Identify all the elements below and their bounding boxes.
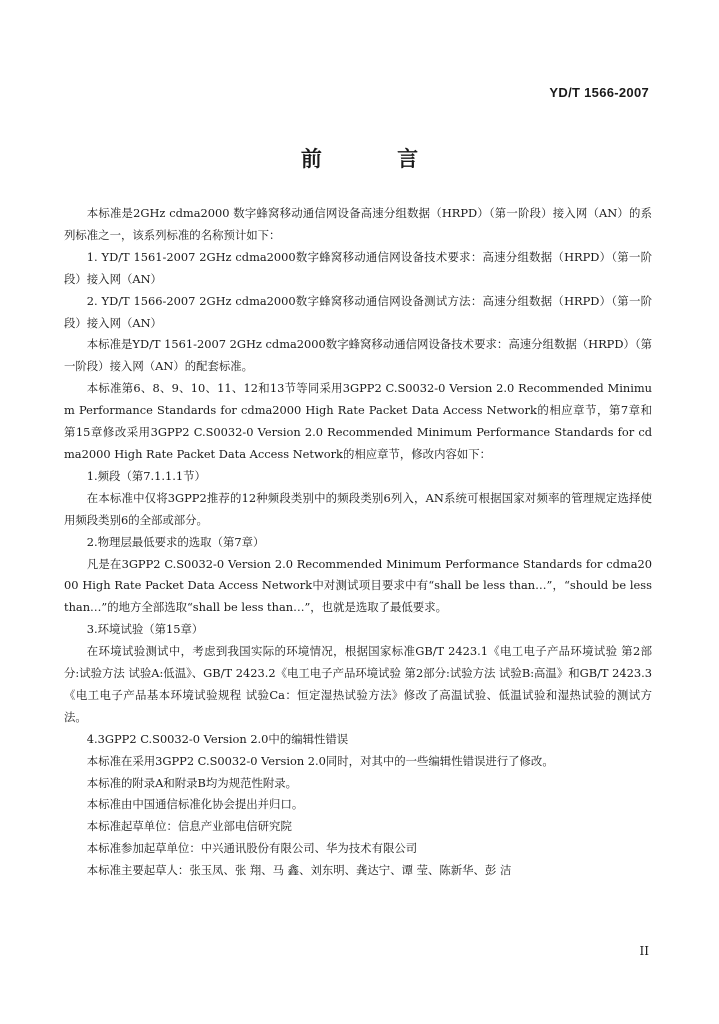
paragraph-list-item-2: 2. YD/T 1566-2007 2GHz cdma2000数字蜂窝移动通信网设备测试方法：高速分组数据（HRPD）（第一阶段）接入网（AN） <box>64 293 652 330</box>
paragraph-drafters: 本标准主要起草人：张玉凤、张 翔、马 鑫、刘东明、龚达宁、谭 莹、陈新华、彭 洁 <box>86 863 512 878</box>
paragraph-editorial: 本标准在采用3GPP2 C.S0032-0 Version 2.0同时，对其中的一些编辑性错误进行了修改。 <box>86 753 554 768</box>
paragraph-annexes: 本标准的附录A和附录B均为规范性附录。 <box>86 775 298 790</box>
paragraph-heading-frequency: 1.频段（第7.1.1.1节） <box>86 468 206 483</box>
paragraph-heading-environment: 3.环境试验（第15章） <box>86 622 204 637</box>
paragraph-heading-physical-layer: 2.物理层最低要求的选取（第7章） <box>86 534 265 549</box>
paragraph-participating-units: 本标准参加起草单位：中兴通讯股份有限公司、华为技术有限公司 <box>86 841 418 856</box>
paragraph-adoption: 本标准第6、8、9、10、11、12和13节等同采用3GPP2 C.S0032-0 Version 2.0 Recommended Minimum Performance Standards for cdma2000 High Rate Packet Data Access Network的相应章节，第7章和第15章修改采用3GPP2 C.S0032-0 Version 2.0 Recommended Minimum Performance Standards for cdma2000 High Rate Packet Data Access Network的相应章节，修改内容如下： <box>64 381 652 461</box>
paragraph-list-item-1: 1. YD/T 1561-2007 2GHz cdma2000数字蜂窝移动通信网设备技术要求：高速分组数据（HRPD）（第一阶段）接入网（AN） <box>64 249 652 286</box>
page-number: II <box>639 944 649 958</box>
paragraph-companion-standard: 本标准是YD/T 1561-2007 2GHz cdma2000数字蜂窝移动通信网设备技术要求：高速分组数据（HRPD）（第一阶段）接入网（AN）的配套标准。 <box>64 337 652 374</box>
standard-code: YD/T 1566-2007 <box>549 85 649 100</box>
paragraph-proposer: 本标准由中国通信标准化协会提出并归口。 <box>86 797 304 812</box>
paragraph-drafting-unit: 本标准起草单位：信息产业部电信研究院 <box>86 819 292 834</box>
document-body <box>64 203 652 882</box>
paragraph-environment: 在环境试验测试中，考虑到我国实际的环境情况，根据国家标准GB/T 2423.1《电工电子产品环境试验 第2部分:试验方法 试验A:低温》、GB/T 2423.2《电工电子产品环境试验 第2部分:试验方法 试验B:高温》和GB/T 2423.3《电工电子产品基本环境试验规程 试验Ca：恒定湿热试验方法》修改了高温试验、低温试验和湿热试验的测试方法。 <box>64 644 652 724</box>
paragraph-frequency: 在本标准中仅将3GPP2推荐的12种频段类别中的频段类别6列入，AN系统可根据国家对频率的管理规定选择使用频段类别6的全部或部分。 <box>64 490 652 527</box>
paragraph-physical-layer: 凡是在3GPP2 C.S0032-0 Version 2.0 Recommended Minimum Performance Standards for cdma2000 High Rate Packet Data Access Network中对测试项目要求中有“shall be less than…”，“should be less than…”的地方全部选取“shall be less than…”，也就是选取了最低要求。 <box>64 556 652 615</box>
page-title: 前 言 <box>300 146 453 171</box>
paragraph-intro: 本标准是2GHz cdma2000 数字蜂窝移动通信网设备高速分组数据（HRPD）（第一阶段）接入网（AN）的系列标准之一，该系列标准的名称预计如下： <box>64 206 652 242</box>
paragraph-heading-editorial: 4.3GPP2 C.S0032-0 Version 2.0中的编辑性错误 <box>86 731 349 746</box>
